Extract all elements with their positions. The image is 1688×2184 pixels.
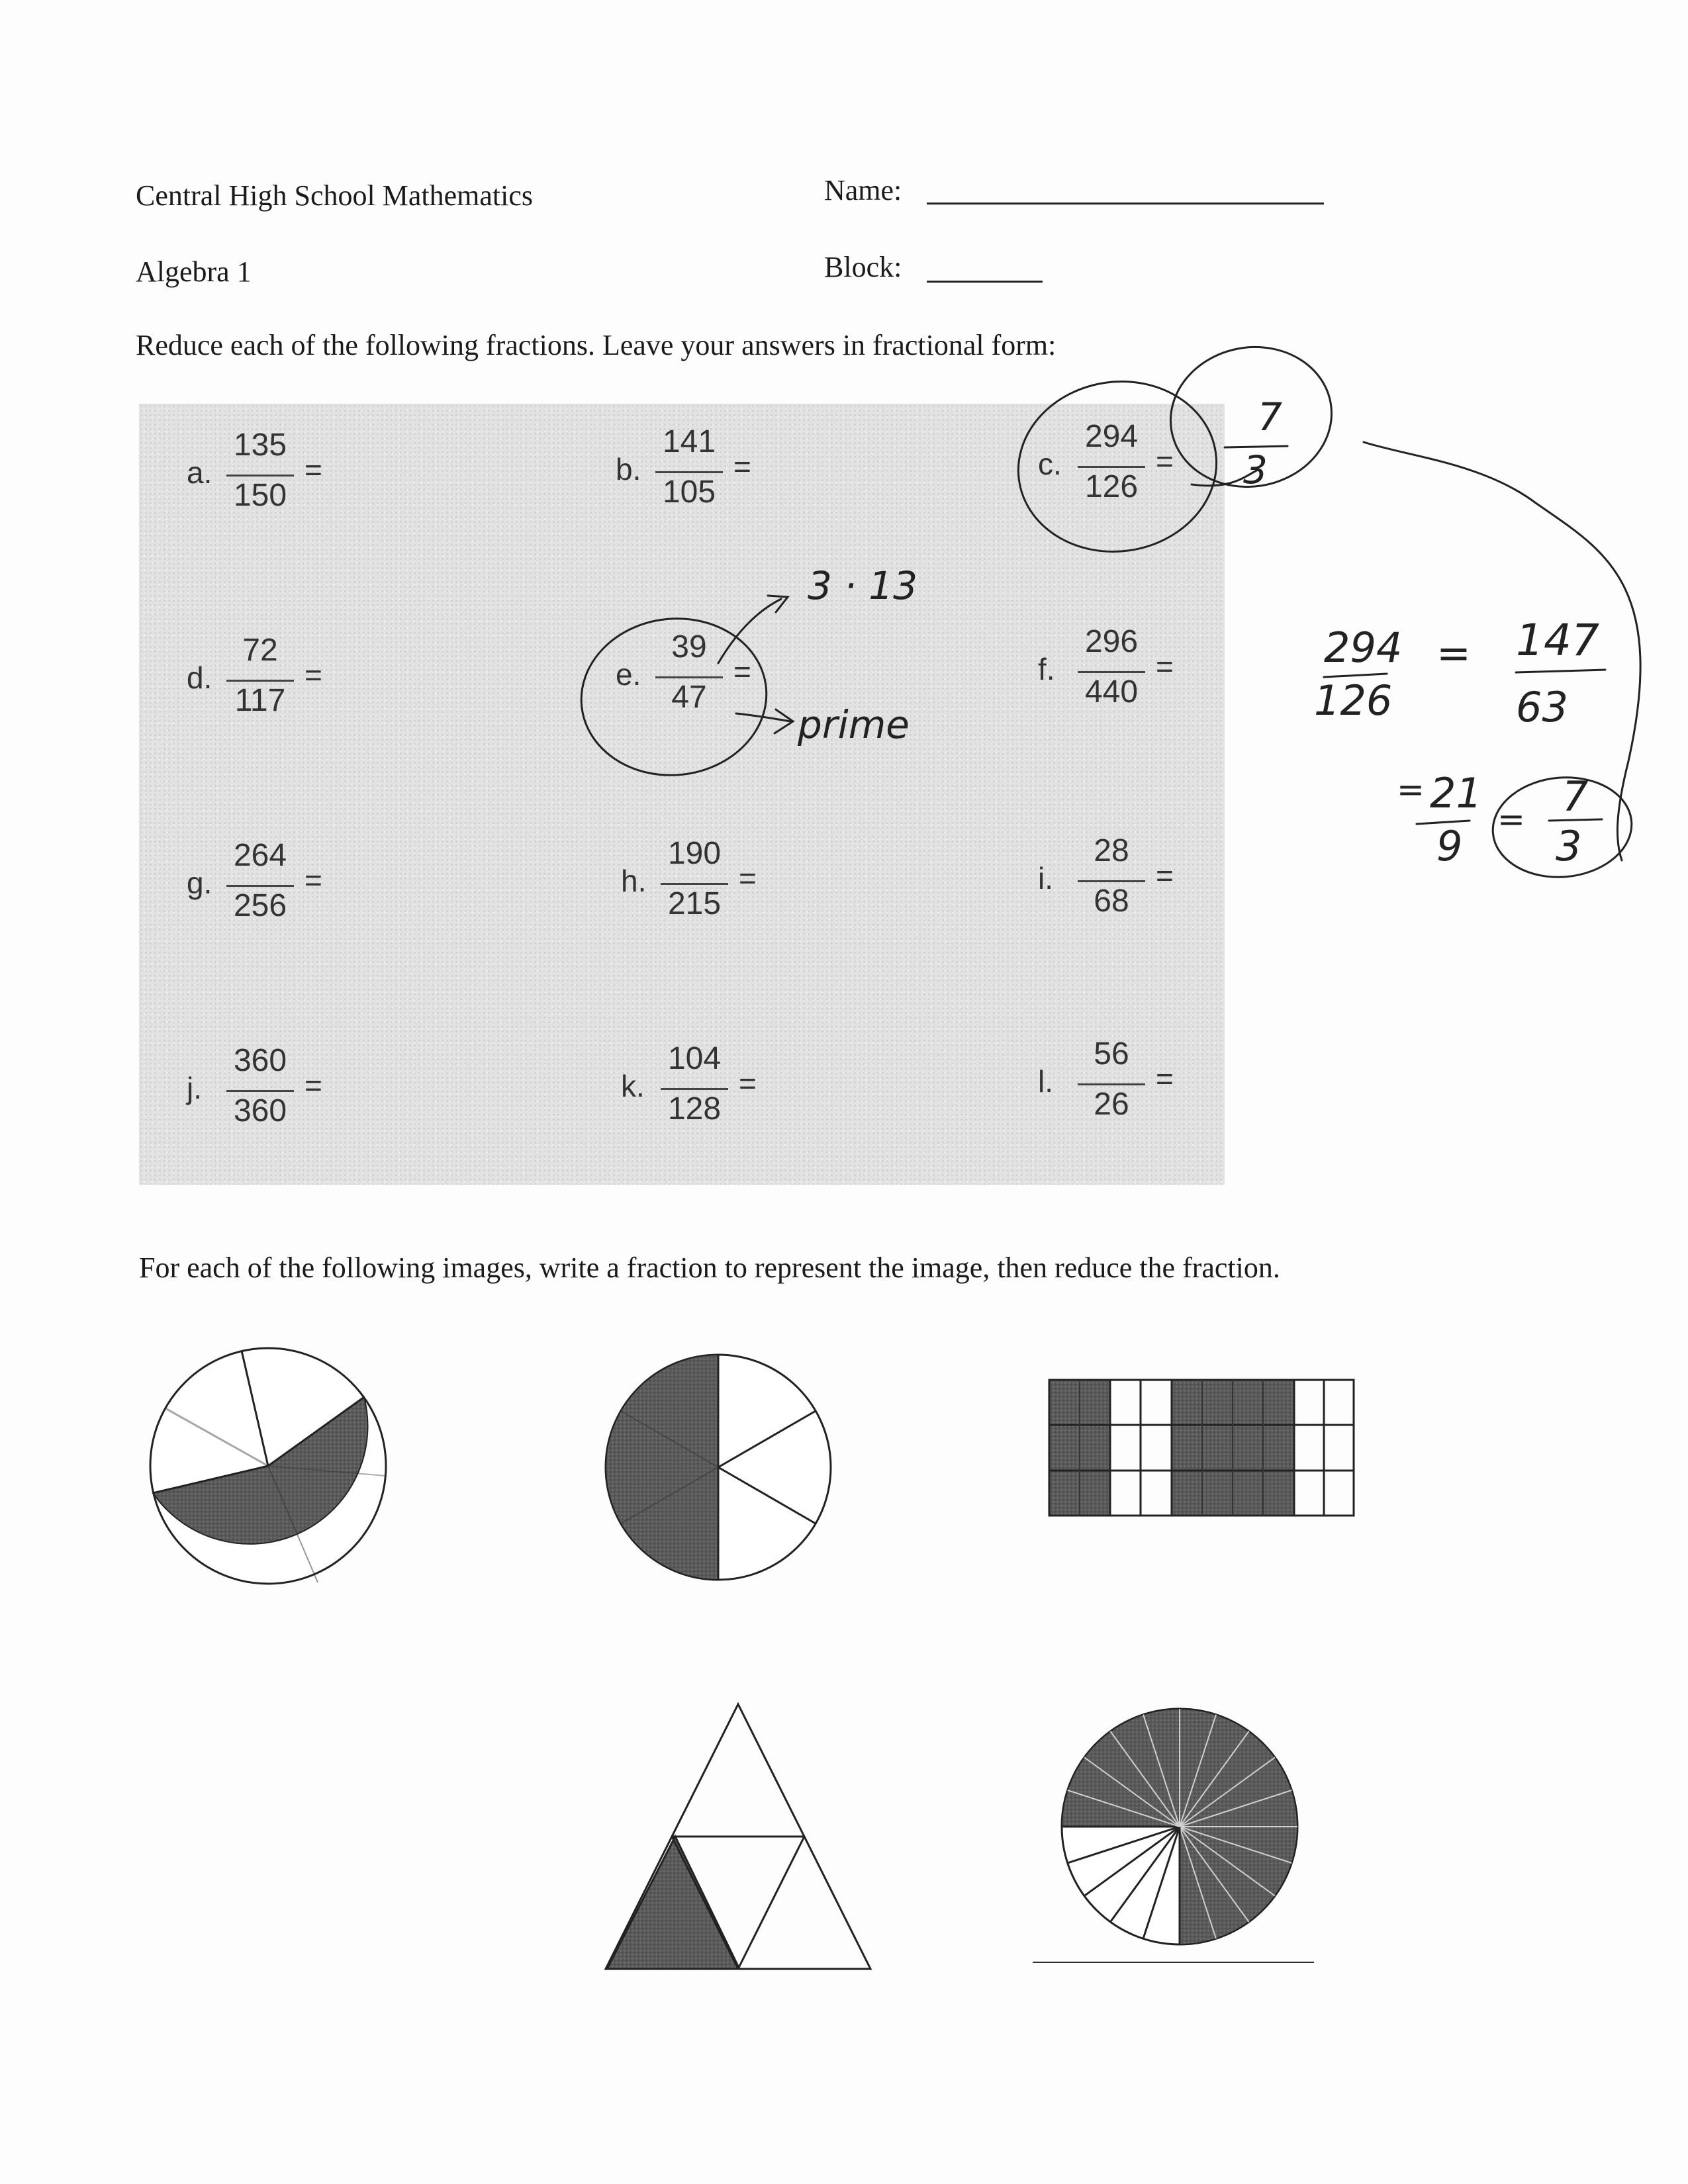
denominator: 128: [667, 1091, 722, 1126]
equals-sign: =: [739, 861, 757, 895]
denominator: 256: [233, 888, 287, 923]
work-equals-1: =: [1436, 629, 1471, 677]
equals-sign: =: [305, 863, 322, 897]
triangle-quarters: [606, 1704, 870, 1976]
work-denominator-4: 3: [1556, 822, 1582, 870]
denominator: 215: [667, 886, 722, 921]
equals-sign: =: [1156, 1062, 1174, 1096]
numerator: 190: [667, 836, 722, 871]
equals-sign: =: [305, 453, 322, 487]
answer-c-denominator: 3: [1243, 447, 1268, 492]
reduce-instructions: Reduce each of the following fractions. Leave your answers in fractional form:: [136, 329, 1056, 361]
note-factorization: 3 · 13: [808, 563, 918, 608]
problem-label: e.: [616, 657, 641, 692]
problem-label: k.: [621, 1069, 645, 1103]
denominator: 126: [1084, 469, 1139, 504]
circle-around-e: [573, 610, 774, 784]
numerator: 28: [1094, 833, 1129, 868]
work-numerator-3: 21: [1430, 769, 1482, 817]
name-label: Name:: [824, 174, 902, 206]
problem-label: a.: [187, 455, 212, 490]
problem-label: h.: [621, 864, 647, 898]
work-denominator-2: 63: [1516, 683, 1568, 731]
note-prime: prime: [798, 702, 910, 747]
problem-label: b.: [616, 452, 641, 486]
work-equals-3: =: [1497, 800, 1525, 839]
numerator: 104: [667, 1041, 722, 1076]
work-denominator-1: 126: [1314, 676, 1393, 725]
school-title: Central High School Mathematics: [136, 179, 533, 212]
denominator: 68: [1094, 884, 1129, 919]
denominator: 47: [671, 680, 707, 715]
denominator: 360: [233, 1093, 287, 1128]
problem-label: g.: [187, 866, 212, 900]
images-instructions: For each of the following images, write a fraction to represent the image, then reduce the fraction.: [139, 1251, 1280, 1284]
denominator: 440: [1084, 674, 1139, 709]
problem-label: d.: [187, 660, 212, 695]
numerator: 360: [233, 1043, 287, 1078]
problem-label: j.: [187, 1071, 202, 1105]
work-numerator-1: 294: [1324, 623, 1403, 672]
work-numerator-2: 147: [1516, 615, 1599, 666]
numerator: 72: [242, 633, 278, 668]
pie-chart-half: [606, 1355, 831, 1580]
equals-sign: =: [1156, 858, 1174, 893]
circle-around-c: [1008, 369, 1228, 564]
denominator: 105: [662, 475, 716, 510]
answer-c-numerator: 7: [1258, 394, 1282, 439]
course-title: Algebra 1: [136, 255, 252, 288]
problem-label: l.: [1038, 1064, 1053, 1099]
numerator: 296: [1084, 624, 1139, 659]
problem-label: f.: [1038, 652, 1055, 686]
work-equals-2: =: [1397, 770, 1425, 809]
numerator: 294: [1084, 419, 1139, 454]
block-label: Block:: [824, 251, 902, 283]
work-denominator-3: 9: [1436, 822, 1463, 870]
pie-chart-tenths: [150, 1348, 386, 1584]
equals-sign: =: [739, 1066, 757, 1101]
pie-chart-twentieths: [1033, 1709, 1314, 1962]
numerator: 39: [671, 629, 707, 664]
equals-sign: =: [733, 449, 751, 484]
numerator: 135: [233, 428, 287, 463]
denominator: 150: [233, 478, 287, 513]
equals-sign: =: [733, 655, 751, 689]
equals-sign: =: [305, 1068, 322, 1103]
problem-label: i.: [1038, 861, 1053, 895]
denominator: 117: [234, 683, 286, 718]
equals-sign: =: [1156, 444, 1174, 478]
denominator: 26: [1094, 1087, 1129, 1122]
equals-sign: =: [305, 658, 322, 692]
grid-rectangle: [1049, 1380, 1354, 1516]
numerator: 264: [233, 838, 287, 873]
numerator: 141: [662, 424, 716, 459]
problem-label: c.: [1038, 447, 1062, 481]
numerator: 56: [1094, 1036, 1129, 1071]
equals-sign: =: [1156, 649, 1174, 684]
work-numerator-4: 7: [1562, 772, 1589, 821]
